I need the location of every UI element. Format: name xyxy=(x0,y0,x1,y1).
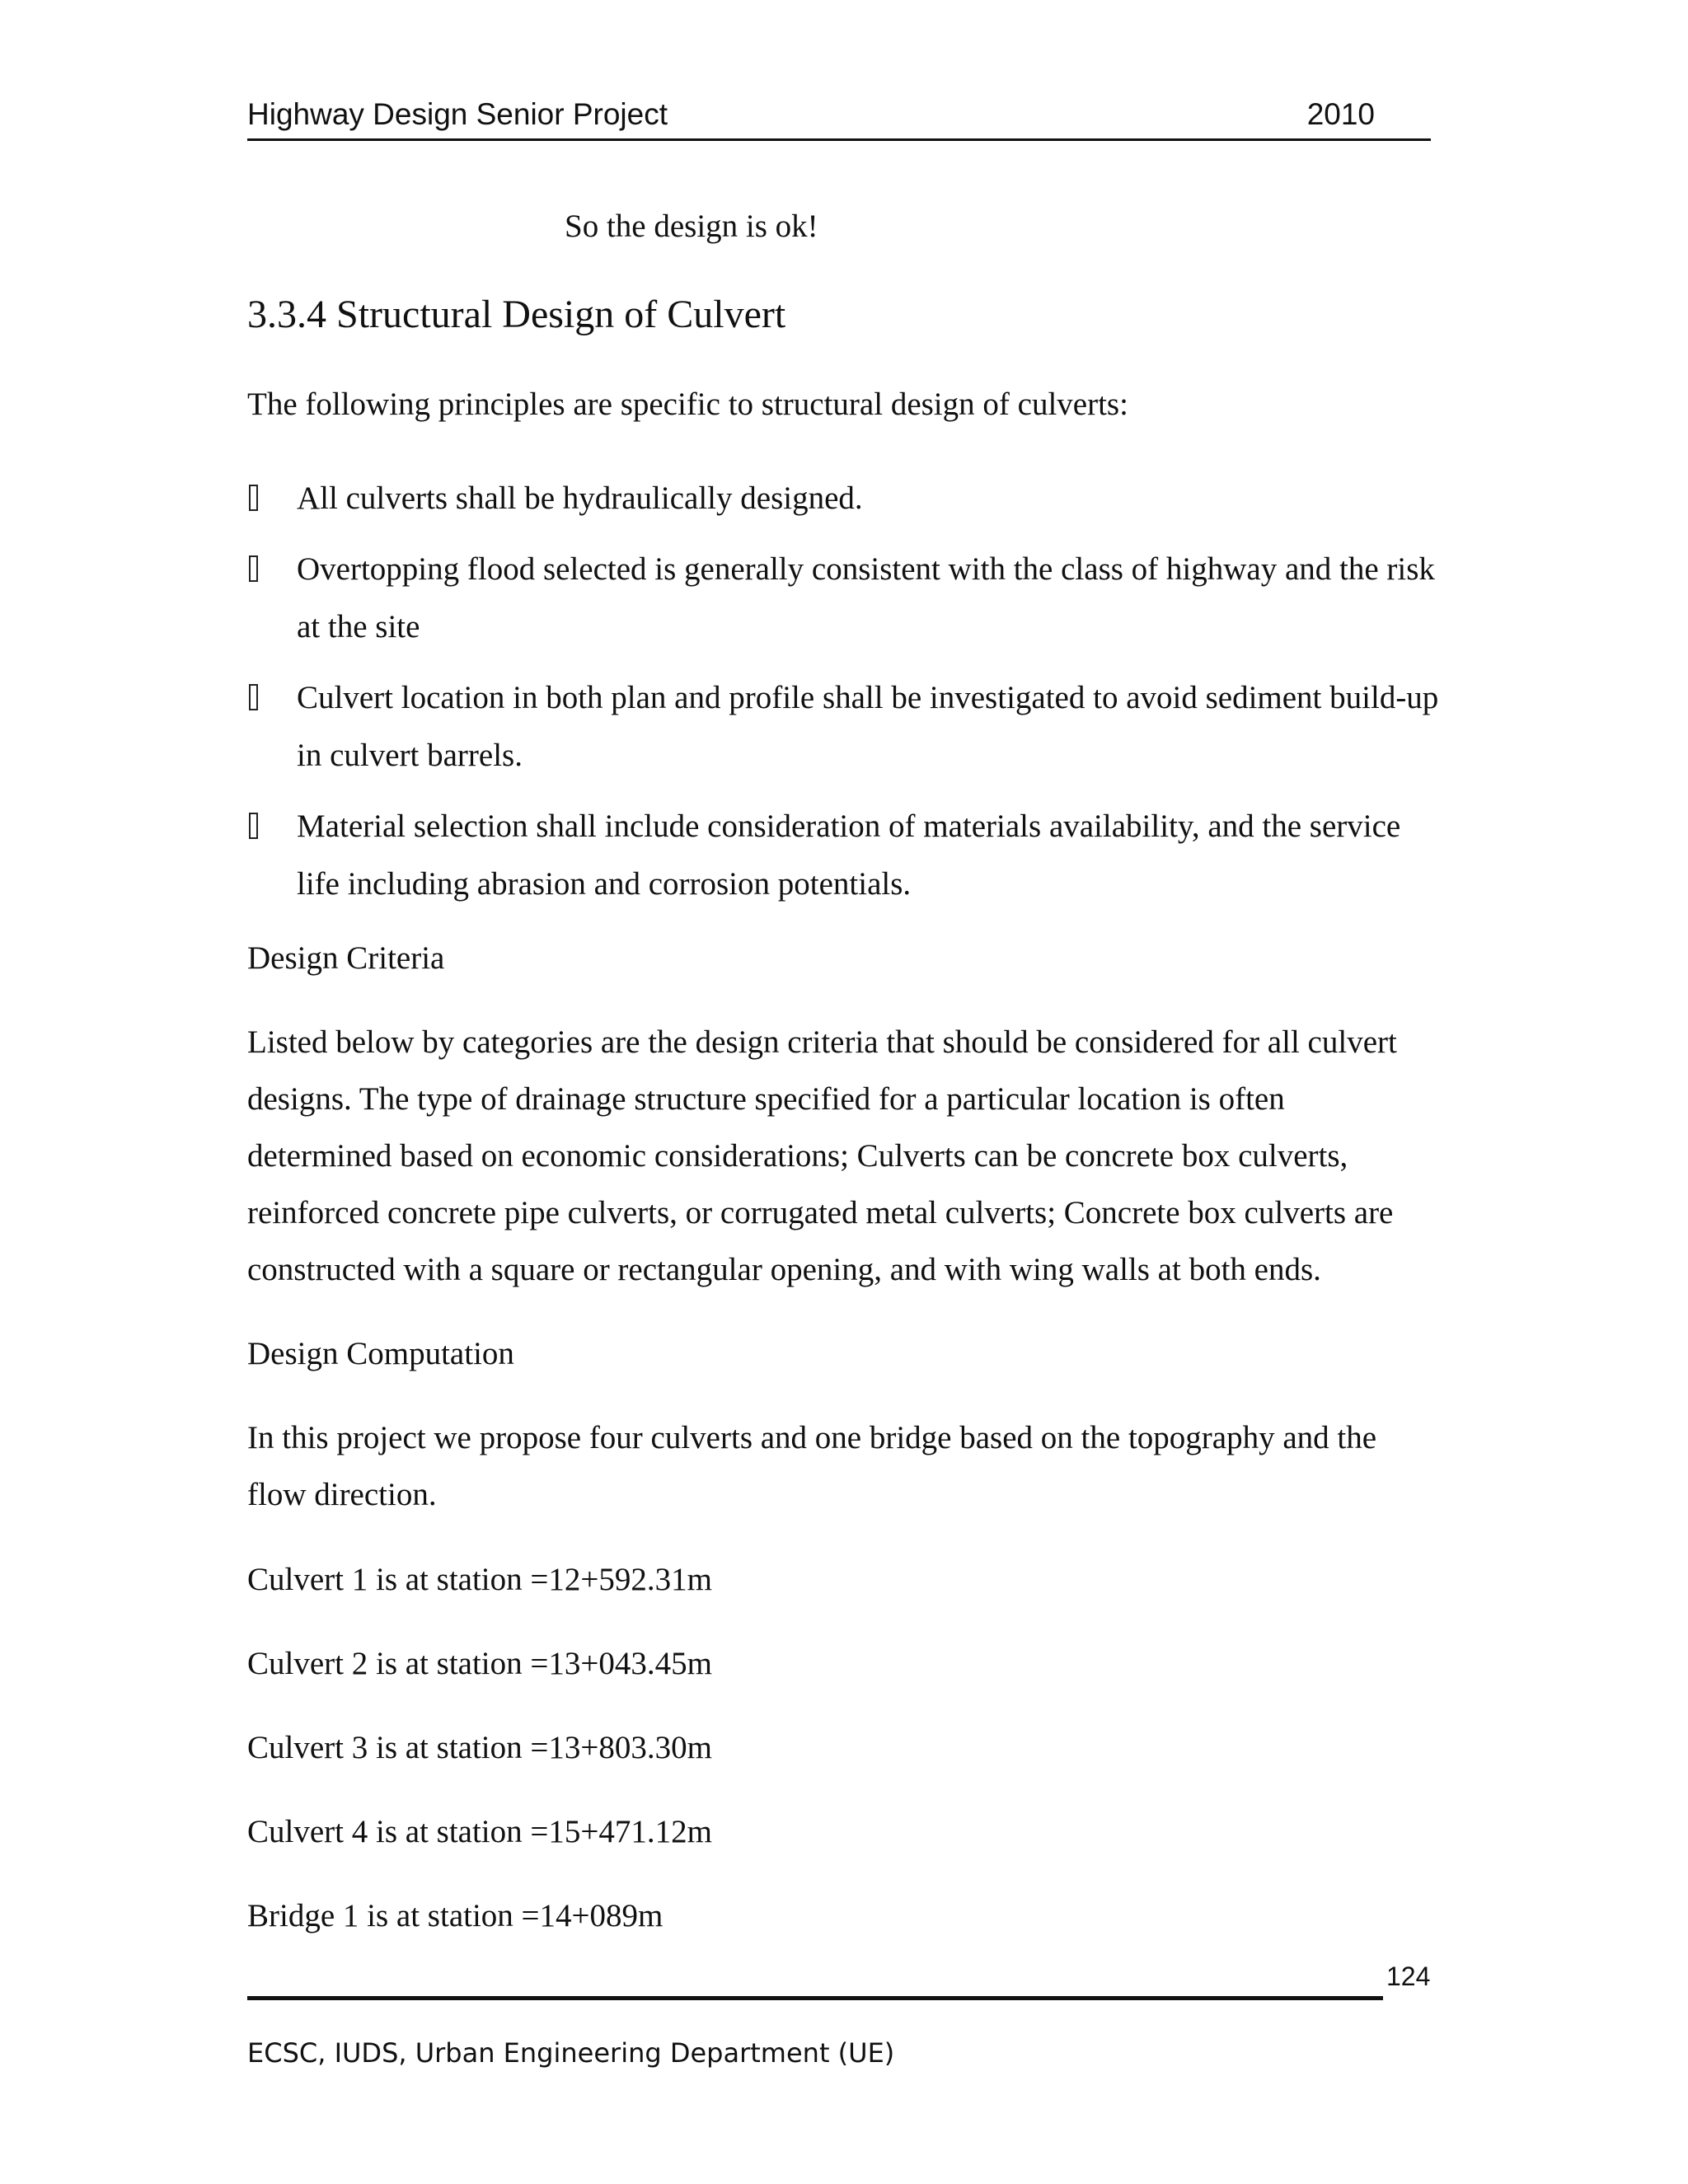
list-item-text: Culvert location in both plan and profile shall be investigated to avoid sediment build-up in culvert barrels. xyxy=(297,680,1439,773)
section-intro: The following principles are specific to structural design of culverts: xyxy=(247,387,1128,422)
list-item xyxy=(247,470,1442,527)
bullet-box-icon xyxy=(249,813,258,839)
section-heading: 3.3.4 Structural Design of Culvert xyxy=(247,293,786,336)
station-line-culvert-4: Culvert 4 is at station =15+471.12m xyxy=(247,1814,712,1849)
footer-rule xyxy=(247,1996,1383,2000)
list-item xyxy=(247,798,1442,913)
design-criteria-heading: Design Criteria xyxy=(247,940,445,976)
design-computation-heading: Design Computation xyxy=(247,1336,514,1371)
list-item xyxy=(247,669,1442,785)
list-item-text: All culverts shall be hydraulically designed. xyxy=(297,480,863,516)
footer-text: ECSC, IUDS, Urban Engineering Department (UE) xyxy=(247,2037,895,2069)
station-line-culvert-1: Culvert 1 is at station =12+592.31m xyxy=(247,1562,712,1597)
page-number: 124 xyxy=(1386,1961,1431,1991)
principles-list xyxy=(247,470,1442,913)
conclusion-text: So the design is ok! xyxy=(565,209,818,244)
list-item-text: Material selection shall include consideration of materials availability, and the service life including abrasion and corrosion potentials. xyxy=(297,808,1401,902)
design-criteria-paragraph: Listed below by categories are the design criteria that should be considered for all culvert designs. The type of drainage structure specified for a particular location is often determined based on economic considerations; Culverts can be concrete box culverts, reinforced concrete pipe culverts, or corrugated metal culverts; Concrete box culverts are constructed with a square or rectangular opening, and with wing walls at both ends. xyxy=(247,1024,1397,1287)
header-year: 2010 xyxy=(1306,97,1375,131)
list-item xyxy=(247,541,1442,656)
bullet-box-icon xyxy=(249,485,258,511)
header-title: Highway Design Senior Project xyxy=(247,97,668,131)
design-computation-paragraph: In this project we propose four culverts and one bridge based on the topography and the flow direction. xyxy=(247,1420,1377,1512)
station-line-culvert-2: Culvert 2 is at station =13+043.45m xyxy=(247,1646,712,1681)
running-header xyxy=(247,97,1431,141)
list-item-text: Overtopping flood selected is generally consistent with the class of highway and the risk at the site xyxy=(297,551,1435,644)
bullet-box-icon xyxy=(249,684,258,710)
station-line-culvert-3: Culvert 3 is at station =13+803.30m xyxy=(247,1730,712,1765)
station-line-bridge-1: Bridge 1 is at station =14+089m xyxy=(247,1898,663,1933)
bullet-box-icon xyxy=(249,555,258,582)
